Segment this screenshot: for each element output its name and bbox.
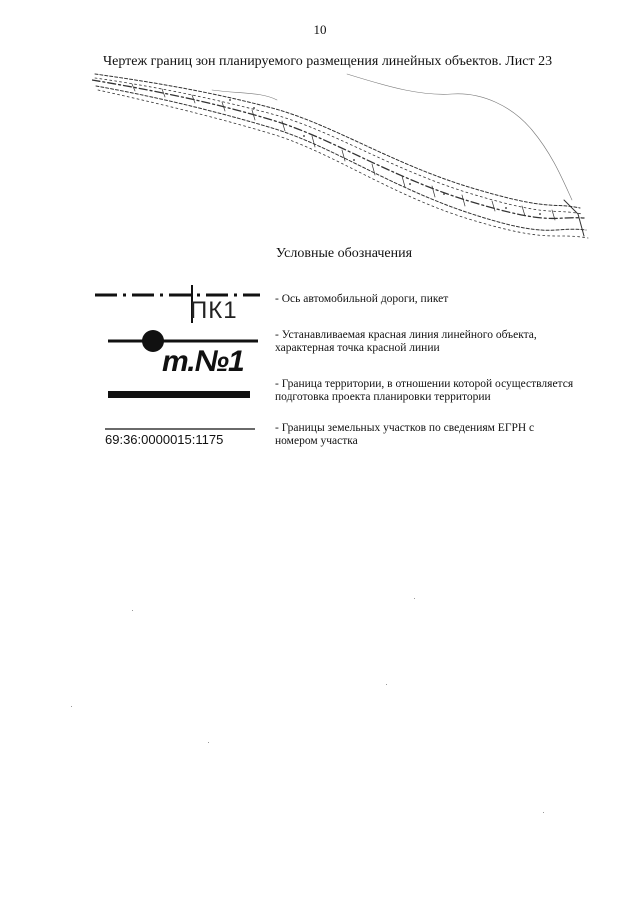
- territory-border-symbol: [108, 390, 250, 400]
- drawing-title: Чертеж границ зон планируемого размещения линейных объектов. Лист 23: [103, 54, 553, 69]
- boundary-drawing: [92, 68, 592, 240]
- legend-road-axis-text: - Ось автомобильной дороги, пикет: [275, 293, 449, 305]
- scan-speck: [414, 598, 415, 599]
- scan-speck: [208, 742, 209, 743]
- legend-parcel-text: - Границы земельных участков по сведениям ЕГРН с номером участка: [275, 422, 535, 447]
- picket-label: ПК1: [190, 297, 238, 324]
- parcel-number-label: 69:36:0000015:1175: [105, 432, 224, 447]
- scan-speck: [543, 812, 544, 813]
- legend-red-line-text: - Устанавливаемая красная линия линейного объекта, характерная точка красной линии: [275, 329, 537, 354]
- page-number: 10: [313, 22, 327, 37]
- scan-speck: [132, 610, 133, 611]
- scan-speck: [386, 684, 387, 685]
- point-label: т.№1: [162, 345, 244, 378]
- legend-territory-text: - Граница территории, в отношении которой осуществляется подготовка проекта планировки территории: [275, 378, 574, 403]
- scan-speck: [71, 706, 72, 707]
- legend-title: Условные обозначения: [275, 246, 413, 261]
